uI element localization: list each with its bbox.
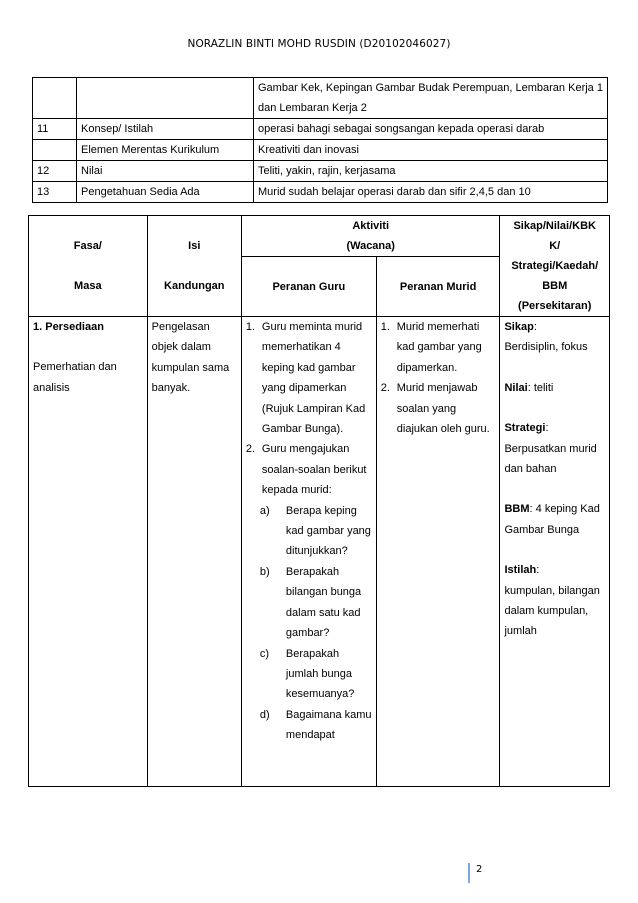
item-number: 1. [245, 321, 256, 333]
header-aktiviti-line2: (Wacana) [346, 240, 395, 252]
header-sikap [500, 216, 610, 317]
table-cell [77, 78, 254, 119]
item-letter: c) [259, 647, 270, 660]
list-item [246, 439, 372, 500]
row-label: Konsep/ Istilah [77, 119, 254, 140]
bbm-continuation-cell: Gambar Kek, Kepingan Gambar Budak Perempuan, Lembaran Kerja 1 dan Lembaran Kerja 2 [254, 78, 608, 119]
item-letter: a) [259, 504, 270, 517]
sikap-label: Sikap [504, 321, 534, 333]
lesson-table [28, 215, 610, 787]
fasa-title: 1. Persediaan [33, 321, 104, 333]
item-letter: d) [259, 708, 270, 721]
isi-cell: Pengelasan objek dalam kumpulan sama banyak. [147, 317, 241, 787]
nilai-entry [504, 378, 605, 398]
header-sikap-line3: Strategi/Kaedah/ [511, 260, 599, 272]
murid-steps [381, 317, 496, 439]
header-peranan-guru: Peranan Guru [241, 257, 376, 317]
row-label: Pengetahuan Sedia Ada [77, 182, 254, 203]
list-item [246, 705, 372, 746]
header-isi [147, 216, 241, 317]
header-sikap-line4: BBM [542, 280, 568, 292]
table-row [33, 161, 608, 182]
table-row [29, 317, 610, 787]
list-item [381, 378, 496, 439]
sikap-value: Berdisiplin, fokus [504, 341, 588, 354]
table-row [33, 140, 608, 161]
item-text: Guru meminta murid memerhatikan 4 keping kad gambar yang dipamerkan (Rujuk Lampiran Kad Gambar Bunga). [261, 321, 366, 436]
row-number: 13 [33, 182, 77, 203]
row-number [33, 140, 77, 161]
list-item [246, 501, 372, 562]
bbm-entry [504, 499, 605, 540]
istilah-value: kumpulan, bilangan dalam kumpulan, jumlah [504, 584, 600, 638]
header-aktiviti [241, 216, 500, 257]
header-peranan-murid: Peranan Murid [376, 257, 500, 317]
peranan-murid-cell [376, 317, 500, 787]
row-label: Elemen Merentas Kurikulum [77, 140, 254, 161]
bbm-label: BBM [504, 503, 530, 516]
header-isi-line1: Isi [188, 240, 201, 252]
header-row [29, 216, 610, 257]
item-number: 2. [245, 443, 256, 456]
item-text: Murid memerhati kad gambar yang dipamerkan. [396, 321, 482, 374]
item-text: Berapa keping kad gambar yang ditunjukkan? [285, 504, 371, 558]
item-number: 1. [380, 321, 390, 333]
info-table [32, 77, 608, 203]
document-header: NORAZLIN BINTI MOHD RUSDIN (D20102046027) [187, 38, 451, 50]
item-letter: b) [259, 565, 270, 578]
list-item [246, 644, 372, 705]
strategi-label: Strategi [504, 422, 546, 435]
nilai-value: : teliti [527, 381, 554, 394]
row-value: Murid sudah belajar operasi darab dan sifir 2,4,5 dan 10 [254, 182, 608, 203]
list-item [246, 562, 372, 644]
row-value: Kreativiti dan inovasi [254, 140, 608, 161]
strategi-value: Berpusatkan murid dan bahan [504, 442, 597, 476]
fasa-cell [29, 317, 148, 787]
list-item [381, 317, 496, 378]
strategi-entry: Strategi: [504, 422, 549, 435]
item-text: Murid menjawab soalan yang diajukan oleh guru. [396, 382, 490, 436]
guru-questions [246, 501, 372, 746]
header-fasa-line1: Fasa/ [73, 240, 102, 252]
list-item [246, 317, 372, 439]
header-fasa-line2: Masa [74, 280, 102, 292]
sikap-entry: Sikap: [504, 321, 537, 333]
header-sikap-line2: K/ [549, 240, 561, 252]
row-value: Teliti, yakin, rajin, kerjasama [254, 161, 608, 182]
header-isi-line2: Kandungan [164, 280, 225, 292]
row-label: Nilai [77, 161, 254, 182]
peranan-guru-cell [241, 317, 376, 787]
page-number: 2 [468, 863, 482, 883]
header-fasa [29, 216, 148, 317]
item-text: Berapakah bilangan bunga dalam satu kad gambar? [285, 565, 362, 640]
table-cell [33, 78, 77, 119]
table-row [33, 78, 608, 119]
bbm-value: : 4 keping Kad Gambar Bunga [504, 503, 600, 536]
guru-steps [246, 317, 372, 501]
table-row [33, 119, 608, 140]
header-sikap-line1: Sikap/Nilai/KBK [513, 220, 596, 232]
row-number: 12 [33, 161, 77, 182]
row-value: operasi bahagi sebagai songsangan kepada operasi darab [254, 119, 608, 140]
row-number: 11 [33, 119, 77, 140]
header-sikap-line5: (Persekitaran) [518, 300, 592, 312]
item-text: Bagaimana kamu mendapat [285, 708, 372, 742]
nilai-label: Nilai [504, 381, 528, 394]
sikap-cell [500, 317, 610, 787]
item-number: 2. [380, 382, 390, 395]
header-aktiviti-line1: Aktiviti [352, 220, 390, 232]
istilah-entry: Istilah: [504, 564, 540, 577]
item-text: Berapakah jumlah bunga kesemuanya? [285, 647, 355, 701]
istilah-label: Istilah [504, 564, 537, 577]
table-row [33, 182, 608, 203]
fasa-subtitle: Pemerhatian dan analisis [33, 361, 117, 394]
item-text: Guru mengajukan soalan-soalan berikut kepada murid: [261, 443, 367, 497]
